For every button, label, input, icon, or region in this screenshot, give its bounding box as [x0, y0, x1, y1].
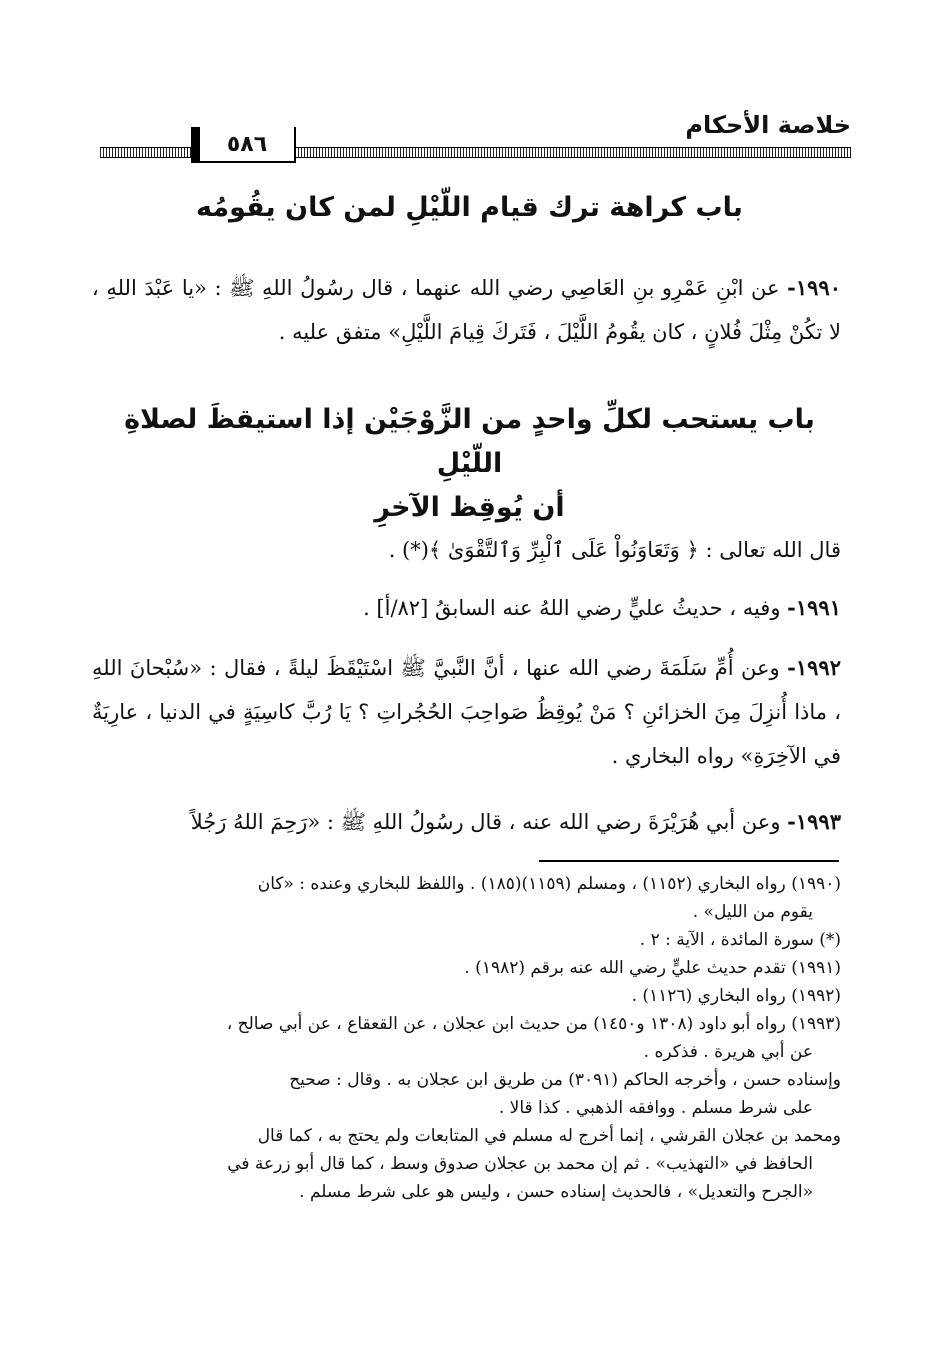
- hadith-number: ١٩٩١-: [787, 595, 841, 620]
- chapter-heading-line: أن يُوقِظ الآخرِ: [374, 492, 565, 523]
- hadith-number: ١٩٩٠-: [787, 275, 841, 300]
- page-number: ٥٨٦: [198, 127, 296, 163]
- footnote-label: (١٩٩٠): [791, 874, 841, 894]
- footnote: [90, 926, 841, 954]
- footnote: [90, 1066, 841, 1122]
- hadith-paragraph: [92, 586, 841, 630]
- quran-quote-text: قال الله تعالى : ﴿ وَتَعَاوَنُواْ عَلَى ٱلْبِرِّ وَٱلتَّقْوَىٰ ﴾(*) .: [388, 538, 841, 562]
- chapter-heading-line: باب يستحب لكلِّ واحدٍ من الزَّوْجَيْن إذا استيقظَ لصلاةِ اللّيْلِ: [124, 404, 815, 479]
- footnote-label: (١٩٩١): [791, 958, 841, 978]
- hadith-paragraph: [92, 646, 841, 778]
- hadith-text: وفيه ، حديثُ عليٍّ رضي اللهُ عنه السابقُ [٨٢/أ] .: [363, 596, 781, 620]
- chapter-heading: [110, 186, 829, 230]
- footnote-line: رواه أبو داود (١٣٠٨ و١٤٥٠) من حديث ابن عجلان ، عن القعقاع ، عن أبي صالح ،: [226, 1014, 786, 1034]
- footnote-line: وإسناده حسن ، وأخرجه الحاكم (٣٠٩١) من طريق ابن عجلان به . وقال : صحيح: [289, 1070, 841, 1090]
- footnote: [90, 1010, 841, 1066]
- hadith-paragraph: [92, 800, 841, 844]
- footnote: [90, 954, 841, 982]
- hadith-number: ١٩٩٢-: [787, 655, 841, 680]
- hadith-text: وعن أُمِّ سَلَمَةَ رضي الله عنها ، أنَّ النَّبيَّ ﷺ اسْتَيْقَظَ ليلةً ، فقال : «سُبْحانَ اللهِ ، ماذا أُنزِلَ مِنَ الخزائنِ ؟ مَنْ يُوقِظُ صَواحِبَ الحُجُراتِ ؟ يَا رُبَّ كاسِيَةٍ في الدنيا ، عارِيَةٌ في الآخِرَةِ» رواه البخاري .: [92, 656, 841, 768]
- footnote-line: يقوم من الليل» .: [692, 902, 813, 922]
- footnote: [90, 1122, 841, 1206]
- chapter-heading: [110, 398, 829, 530]
- hadith-number: ١٩٩٣-: [787, 809, 841, 834]
- footnote: [90, 982, 841, 1010]
- footnote-line: عن أبي هريرة . فذكره .: [643, 1042, 813, 1062]
- footnote-line: سورة المائدة ، الآية : ٢ .: [639, 930, 814, 950]
- quran-quote-paragraph: [92, 528, 841, 572]
- footnote-line: ومحمد بن عجلان القرشي ، إنما أخرج له مسلم في المتابعات ولم يحتج به ، كما قال: [257, 1126, 841, 1146]
- hadith-text: وعن أبي هُرَيْرَةَ رضي الله عنه ، قال رسُولُ اللهِ ﷺ : «رَحِمَ اللهُ رَجُلاً: [190, 810, 781, 834]
- book-title: خلاصة الأحكام: [685, 111, 851, 139]
- footnote-line: رواه البخاري (١١٥٢) ، ومسلم (١١٥٩)(١٨٥) . واللفظ للبخاري وعنده : «كان: [257, 874, 786, 894]
- footnote-label: (١٩٩٣): [791, 1014, 841, 1034]
- footnote-label: (*): [819, 930, 841, 950]
- footnote-line: تقدم حديث عليٍّ رضي الله عنه برقم (١٩٨٢) .: [464, 958, 786, 978]
- hadith-paragraph: [92, 266, 841, 354]
- hadith-text: عن ابْنِ عَمْرِو بنِ العَاصِي رضي الله عنهما ، قال رسُولُ اللهِ ﷺ : «يا عَبْدَ اللهِ ، لا تكُنْ مِثْلَ فُلانٍ ، كان يقُومُ اللَّيْلَ ، فَتَركَ قِيامَ اللَّيْلِ» متفق عليه .: [92, 276, 841, 344]
- footnote-line: على شرط مسلم . ووافقه الذهبي . كذا قالا .: [498, 1098, 813, 1118]
- page-header: [100, 105, 851, 165]
- footnote-separator: [539, 860, 839, 862]
- footnotes: [90, 870, 841, 1206]
- footnote-line: «الجرح والتعديل» ، فالحديث إسناده حسن ، وليس هو على شرط مسلم .: [299, 1182, 813, 1202]
- footnote-label: (١٩٩٢): [791, 986, 841, 1006]
- footnote-line: الحافظ في «التهذيب» . ثم إن محمد بن عجلان صدوق وسط ، كما قال أبو زرعة في: [227, 1154, 813, 1174]
- footnote: [90, 870, 841, 926]
- footnote-line: رواه البخاري (١١٢٦) .: [631, 986, 786, 1006]
- chapter-heading-line: باب كراهة ترك قيام اللّيْلِ لمن كان يقُومُه: [196, 192, 743, 223]
